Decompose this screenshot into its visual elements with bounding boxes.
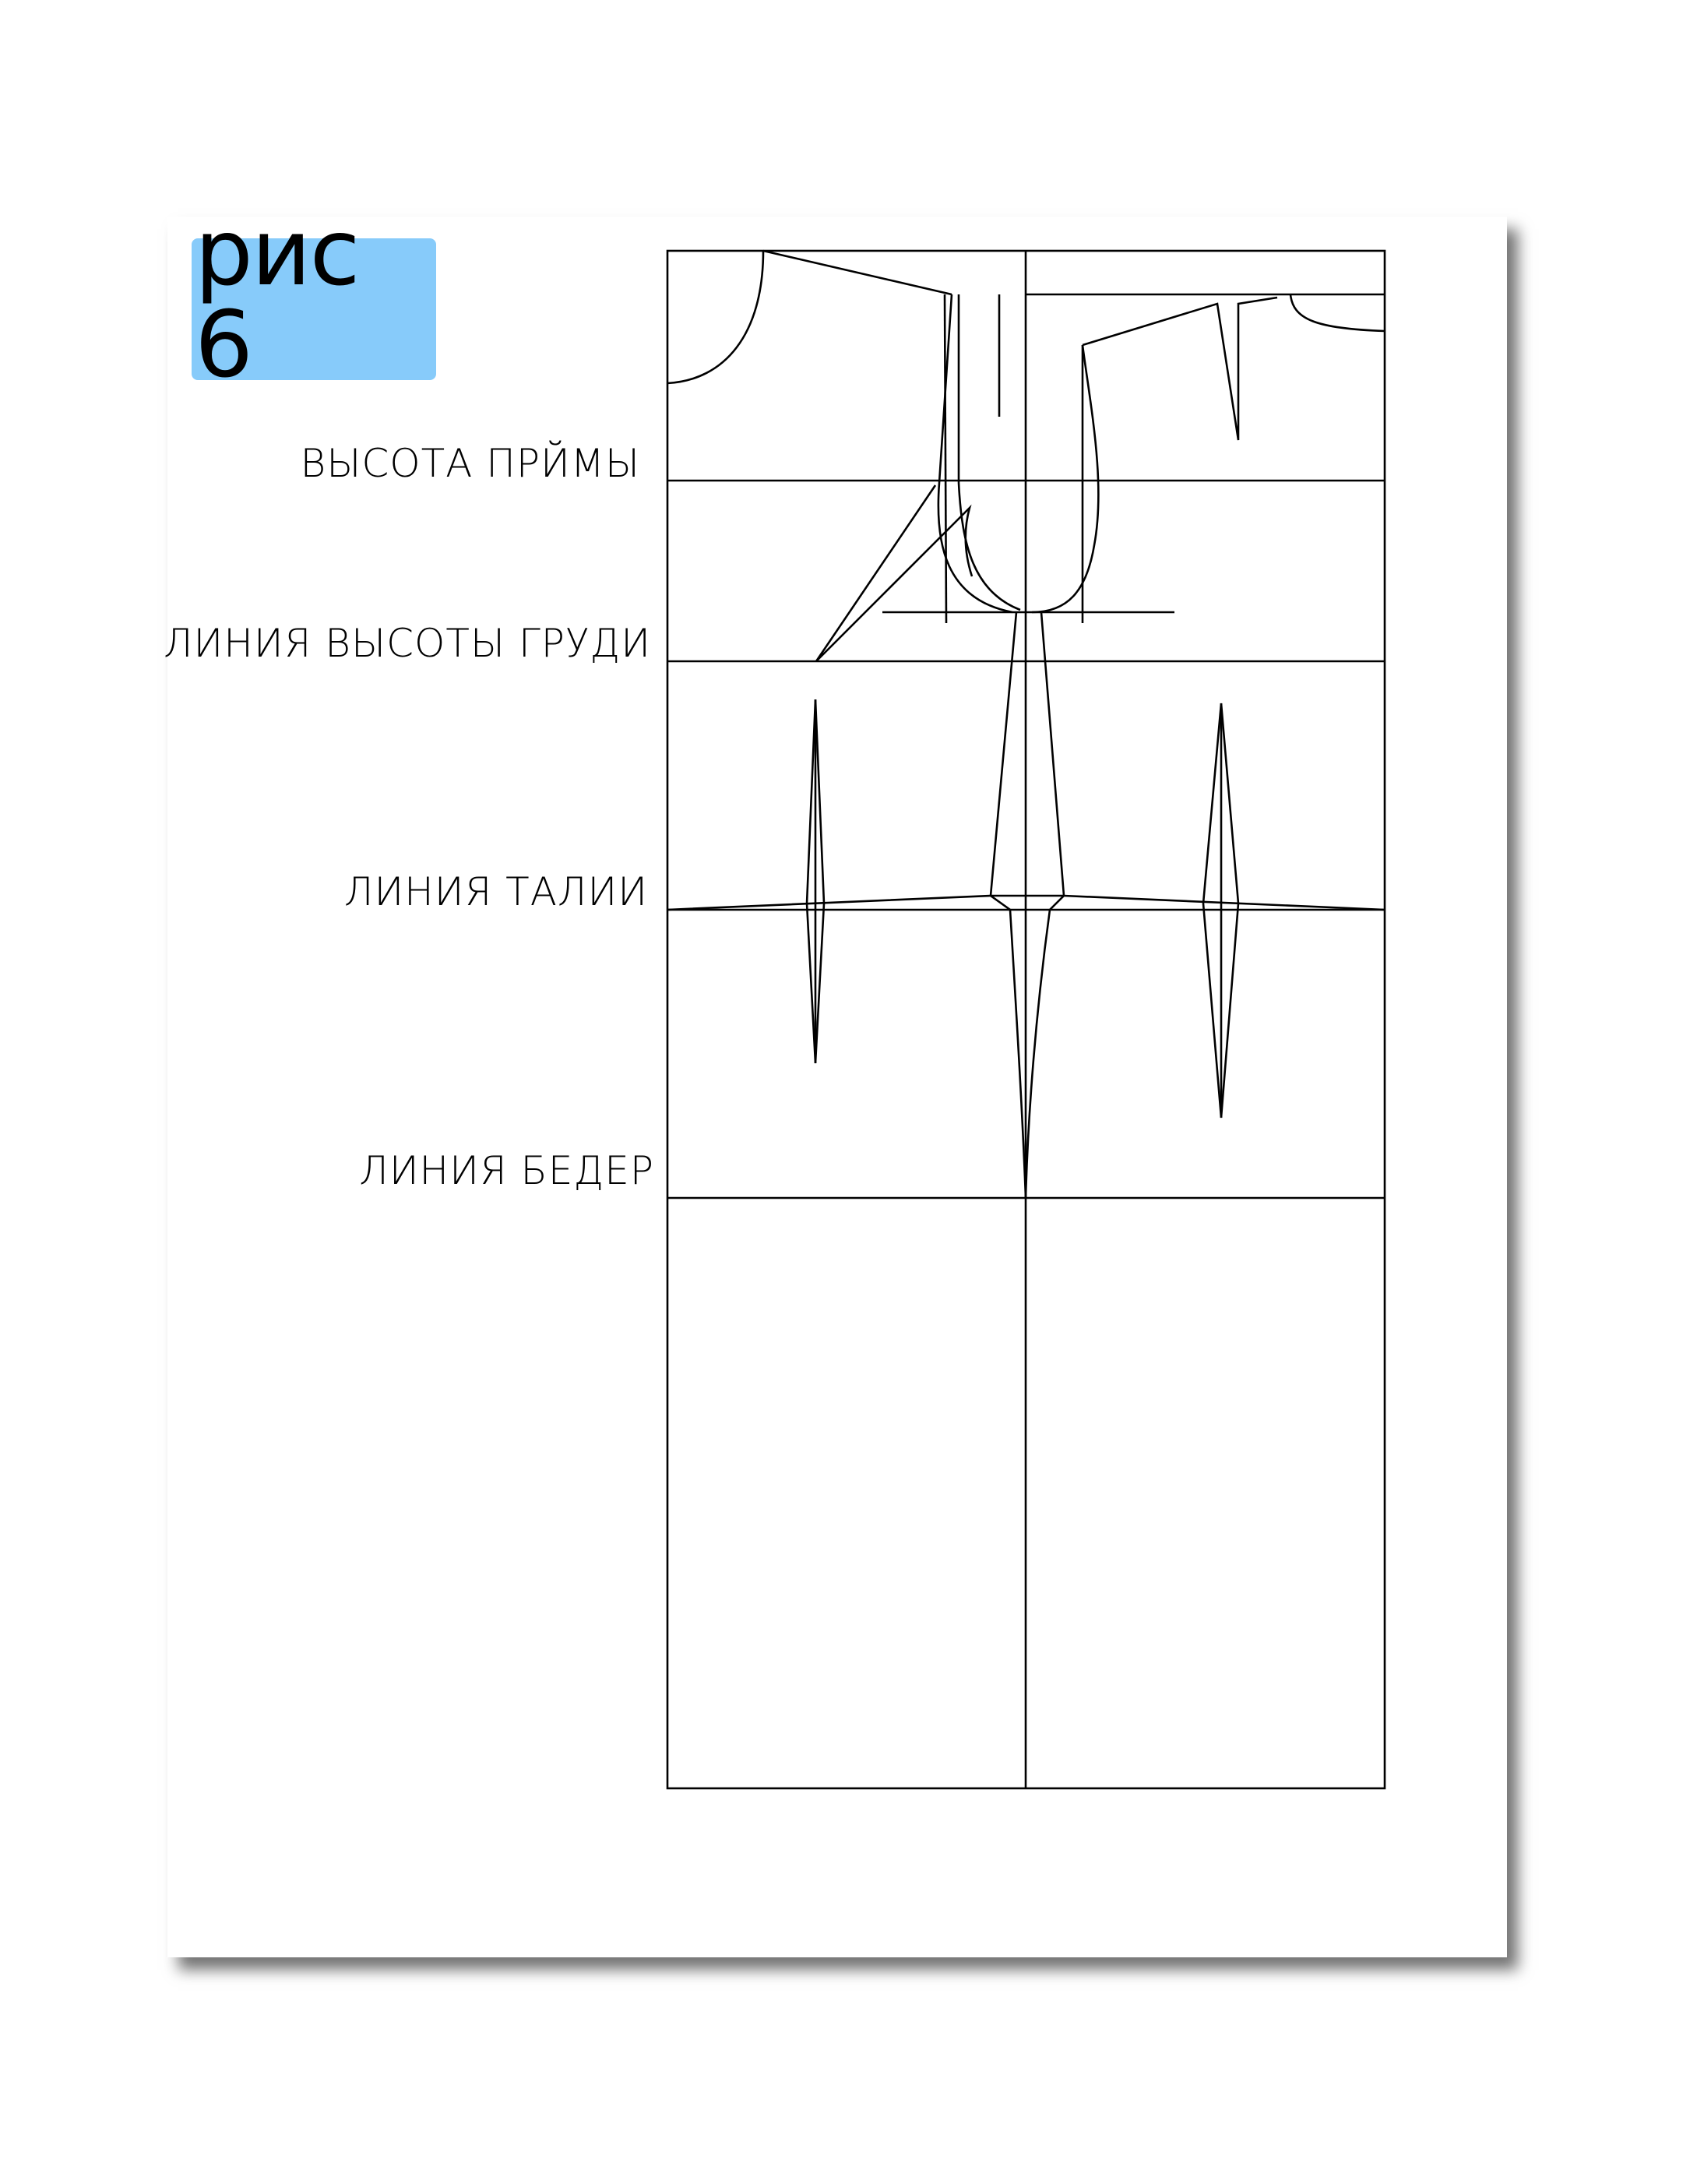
bust-line-label: ЛИНИЯ ВЫСОТЫ ГРУДИ (163, 621, 651, 666)
armhole-depth-label: ВЫСОТА ПРЙМЫ (300, 441, 640, 486)
back-neckline (1290, 294, 1385, 331)
back-shoulder (1083, 298, 1277, 440)
side-seam-back (1026, 612, 1064, 1198)
side-seam-front (991, 612, 1026, 1198)
hip-line-label: ЛИНИЯ БЕДЕР (359, 1148, 654, 1193)
bust-dart (816, 485, 972, 661)
waist-line-label: ЛИНИЯ ТАЛИИ (343, 869, 648, 914)
back-armhole (1032, 345, 1098, 612)
front-shoulder (763, 251, 952, 294)
front-armhole (938, 294, 1012, 612)
front-armhole-alt (945, 294, 946, 623)
front-neckline (667, 251, 763, 383)
figure-label: рис 6 (195, 199, 359, 398)
